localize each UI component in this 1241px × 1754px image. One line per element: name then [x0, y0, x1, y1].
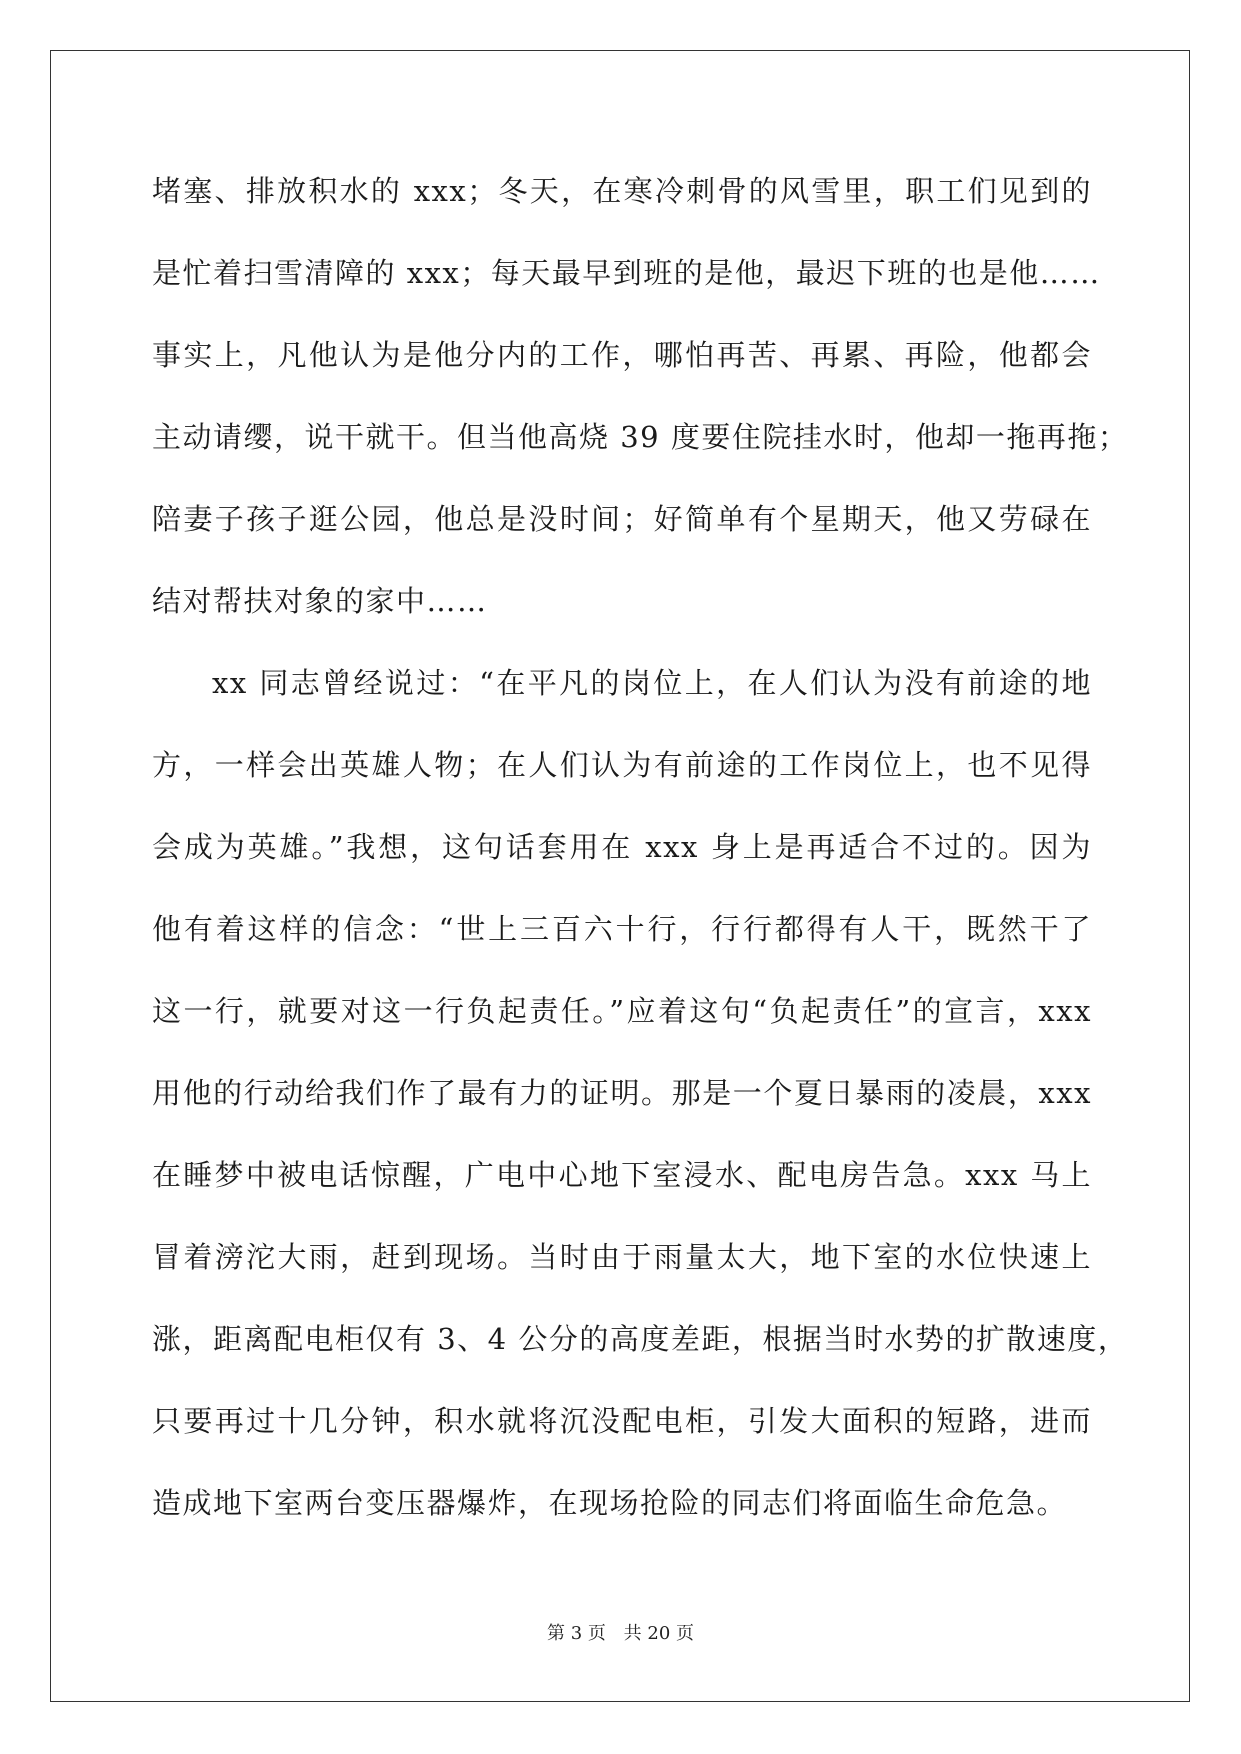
text-line: 事实上，凡他认为是他分内的工作，哪怕再苦、再累、再险，他都会 — [152, 338, 1092, 372]
paragraph-2 — [152, 655, 1129, 1557]
text-line: 堵塞、排放积水的 xxx；冬天，在寒冷刺骨的风雪里，职工们见到的 — [152, 174, 1092, 208]
text-line: 会成为英雄。”我想，这句话套用在 xxx 身上是再适合不过的。因为 — [152, 830, 1092, 864]
text-line: 在睡梦中被电话惊醒，广电中心地下室浸水、配电房告急。xxx 马上 — [152, 1158, 1092, 1192]
text-line: 方，一样会出英雄人物；在人们认为有前途的工作岗位上，也不见得 — [152, 748, 1092, 782]
document-body — [152, 163, 1129, 1557]
text-line: 结对帮扶对象的家中…… — [152, 584, 488, 618]
text-line: 陪妻子孩子逛公园，他总是没时间；好简单有个星期天，他又劳碌在 — [152, 502, 1092, 536]
text-line: 只要再过十几分钟，积水就将沉没配电柜，引发大面积的短路，进而 — [152, 1404, 1092, 1438]
paragraph-1 — [152, 163, 1129, 655]
page-footer — [0, 1619, 1241, 1645]
text-line: 用他的行动给我们作了最有力的证明。那是一个夏日暴雨的凌晨，xxx — [152, 1076, 1092, 1110]
text-line: 造成地下室两台变压器爆炸，在现场抢险的同志们将面临生命危急。 — [152, 1486, 1068, 1520]
text-line: 冒着滂沱大雨，赶到现场。当时由于雨量太大，地下室的水位快速上 — [152, 1240, 1092, 1274]
text-line: 这一行，就要对这一行负起责任。”应着这句“负起责任”的宣言，xxx — [152, 994, 1092, 1028]
text-line: 主动请缨，说干就干。但当他高烧 39 度要住院挂水时，他却一拖再拖； — [152, 420, 1129, 454]
text-line: 他有着这样的信念：“世上三百六十行，行行都得有人干，既然干了 — [152, 912, 1092, 946]
page-total: 共 20 页 — [623, 1623, 694, 1644]
text-line: xx 同志曾经说过：“在平凡的岗位上，在人们认为没有前途的地 — [212, 666, 1092, 700]
text-line: 涨，距离配电柜仅有 3、4 公分的高度差距，根据当时水势的扩散速度， — [152, 1322, 1129, 1356]
text-line: 是忙着扫雪清障的 xxx；每天最早到班的是他，最迟下班的也是他…… — [152, 256, 1101, 290]
page-number: 第 3 页 — [547, 1623, 606, 1644]
